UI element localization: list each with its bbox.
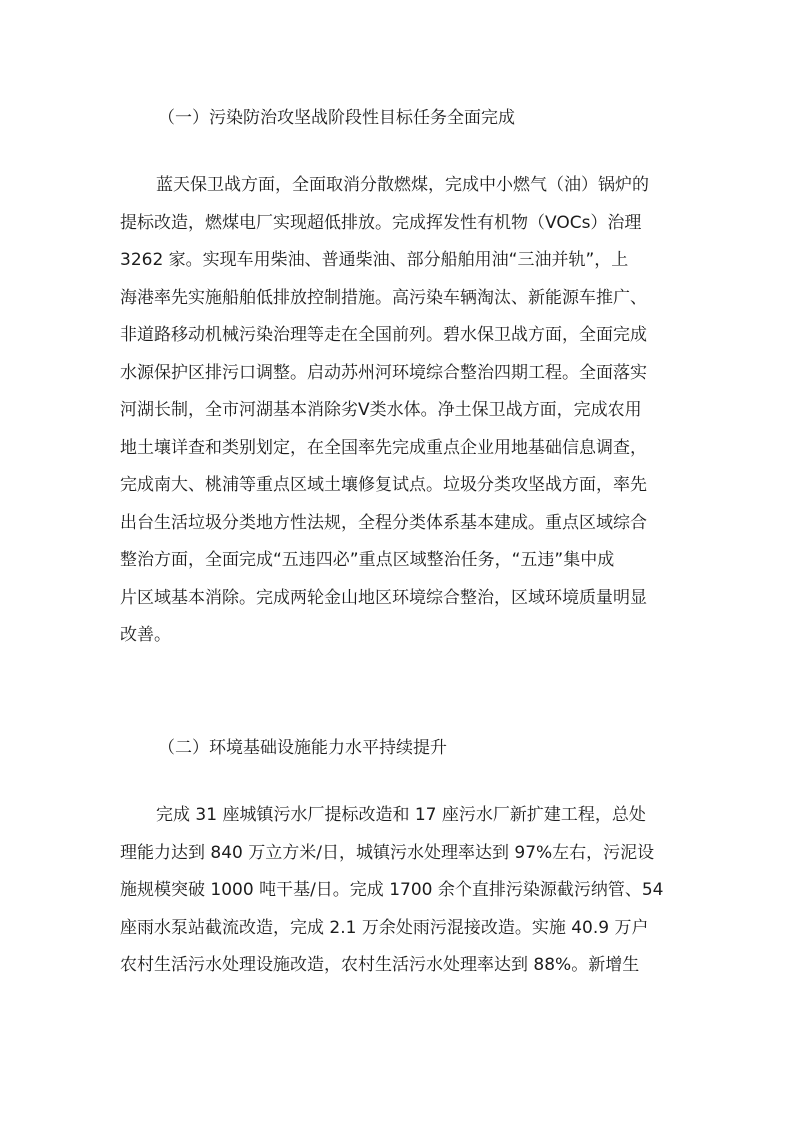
paragraph-line: 水源保护区排污口调整。启动苏州河环境综合整治四期工程。全面落实 (120, 362, 647, 383)
paragraph-line: 蓝天保卫战方面，全面取消分散燃煤，完成中小燃气（油）锅炉的 (156, 175, 649, 195)
paragraph-line: 座雨水泵站截流改造，完成 2.1 万余处雨污混接改造。实施 40.9 万户 (120, 917, 649, 938)
paragraph-line: 3262 家。实现车用柴油、普通柴油、部分船舶用油“三油并轨”，上 (120, 250, 629, 270)
paragraph-line: 提标改造，燃煤电厂实现超低排放。完成挥发性有机物（VOCs）治理 (120, 212, 642, 233)
paragraph-line: 理能力达到 840 万立方米/日，城镇污水处理率达到 97%左右，污泥设 (120, 842, 655, 863)
section-heading-pollution-control: （一）污染防治攻坚战阶段性目标任务全面完成 (158, 108, 515, 128)
paragraph-line: 完成南大、桃浦等重点区域土壤修复试点。垃圾分类攻坚战方面，率先 (120, 475, 647, 495)
paragraph-line: 地土壤详查和类别划定，在全国率先完成重点企业用地基础信息调查， (120, 437, 647, 458)
paragraph-line: 非道路移动机械污染治理等走在全国前列。碧水保卫战方面，全面完成 (120, 325, 647, 345)
paragraph-line: 出台生活垃圾分类地方性法规，全程分类体系基本建成。重点区域综合 (120, 512, 647, 533)
paragraph-line: 整治方面，全面完成“五违四必”重点区域整治任务，“五违”集中成 (120, 550, 615, 570)
paragraph-line: 农村生活污水处理设施改造，农村生活污水处理率达到 88%。新增生 (120, 955, 640, 975)
paragraph-line: 河湖长制，全市河湖基本消除劣Ⅴ类水体。净土保卫战方面，完成农用 (120, 400, 642, 420)
paragraph-line: 海港率先实施船舶低排放控制措施。高污染车辆淘汰、新能源车推广、 (120, 287, 647, 308)
paragraph-line: 改善。 (120, 625, 171, 645)
paragraph-line: 施规模突破 1000 吨干基/日。完成 1700 余个直排污染源截污纳管、54 (120, 880, 664, 900)
paragraph-pollution-control (120, 173, 680, 661)
section-heading-infrastructure: （二）环境基础设施能力水平持续提升 (158, 738, 447, 758)
paragraph-line: 完成 31 座城镇污水厂提标改造和 17 座污水厂新扩建工程，总处 (156, 805, 646, 825)
paragraph-line: 片区域基本消除。完成两轮金山地区环境综合整治，区域环境质量明显 (120, 587, 647, 608)
paragraph-infrastructure (120, 803, 680, 991)
